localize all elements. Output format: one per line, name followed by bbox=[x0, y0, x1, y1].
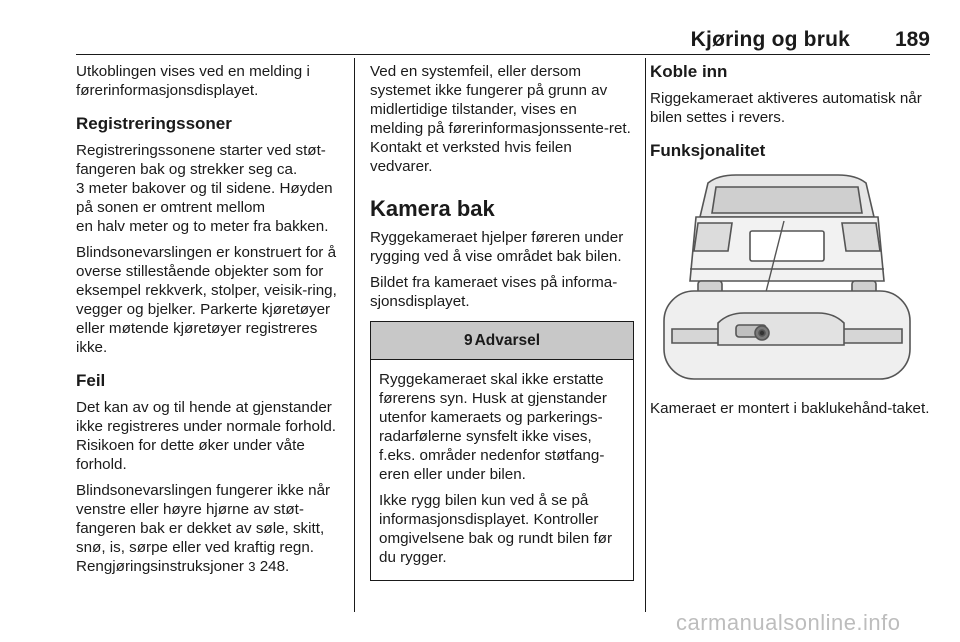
warning-header bbox=[371, 322, 633, 360]
zones-line-1: Registreringssonene starter ved støt-fangeren bak og strekker seg ca. bbox=[76, 142, 326, 178]
zones-paragraph bbox=[76, 141, 344, 236]
switch-on-heading: Koble inn bbox=[650, 62, 728, 81]
camera-heading: Kamera bak bbox=[370, 196, 495, 221]
cleaning-reference-text: Rengjøringsinstruksjoner bbox=[76, 558, 244, 575]
fault-heading: Feil bbox=[76, 371, 106, 390]
column-divider-1 bbox=[354, 58, 355, 612]
page-number: 189 bbox=[894, 28, 930, 51]
switch-on-paragraph: Riggekameraet aktiveres automatisk når bilen settes i revers. bbox=[650, 90, 922, 126]
car-rear-icon bbox=[690, 175, 884, 307]
watermark-text: carmanualsonline.info bbox=[676, 610, 901, 635]
warning-triangle-icon: 9 bbox=[463, 332, 473, 349]
column-divider-2 bbox=[645, 58, 646, 612]
warning-paragraph-2: Ikke rygg bilen kun ved å se på informasjonsdisplayet. Kontroller omgivelsene bak og rundt bilen før du rygger. bbox=[379, 492, 613, 566]
reference-arrow-icon: 3 bbox=[248, 559, 256, 574]
fault-paragraph-1: Det kan av og til hende at gjenstander ikke registreres under normale forhold. Risikoen for dette øker under våte forhold. bbox=[76, 399, 336, 473]
column-2 bbox=[370, 62, 634, 581]
camera-paragraph-1: Ryggekameraet hjelper føreren under rygging ved å vise området bak bilen. bbox=[370, 229, 624, 265]
header-rule bbox=[76, 54, 930, 55]
camera-paragraph-2: Bildet fra kameraet vises på informa-sjonsdisplayet. bbox=[370, 274, 618, 310]
warning-title: Advarsel bbox=[474, 332, 541, 349]
cleaning-reference[interactable] bbox=[76, 558, 289, 575]
cleaning-reference-page: 248. bbox=[259, 558, 290, 575]
warning-box bbox=[370, 321, 634, 581]
fault-paragraph-2 bbox=[76, 481, 344, 576]
zones-line-2: 3 meter bakover og til sidene. Høyden på sonen er omtrent mellom bbox=[76, 180, 333, 216]
function-heading: Funksjonalitet bbox=[650, 141, 766, 160]
fault-text-2: Blindsonevarslingen fungerer ikke når venstre eller høyre hjørne av støt-fangeren bak er dekket av søle, skitt, snø, is, sørpe eller ved kraftig regn. bbox=[76, 482, 331, 556]
camera-closeup-icon bbox=[664, 291, 910, 379]
intro-paragraph: Utkoblingen vises ved en melding i førerinformasjonsdisplayet. bbox=[76, 63, 310, 99]
zones-line-3: en halv meter og to meter fra bakken. bbox=[76, 218, 329, 235]
blindspot-paragraph: Blindsonevarslingen er konstruert for å overse stillestående objekter som for eksempel rekkverk, stolper, veisik-ring, vegger og bjelker. Parkerte kjøretøyer eller møtende kjøretøyer registreres ikke. bbox=[76, 244, 337, 356]
camera-caption: Kameraet er montert i baklukehånd-taket. bbox=[650, 400, 930, 417]
zones-heading: Registreringssoner bbox=[76, 114, 232, 133]
warning-body bbox=[371, 360, 633, 580]
rear-camera-illustration bbox=[658, 173, 916, 385]
column-1 bbox=[76, 62, 344, 576]
column-3 bbox=[650, 62, 932, 425]
page-header-title: Kjøring og bruk bbox=[690, 28, 850, 51]
warning-paragraph-1: Ryggekameraet skal ikke erstatte førerens syn. Husk at gjenstander utenfor kameraets og parkerings-radarfølerne synsfelt ikke vises, f.eks. områder nedenfor støtfang-eren eller under bilen. bbox=[379, 371, 607, 483]
system-error-paragraph: Ved en systemfeil, eller dersom systemet ikke fungerer på grunn av midlertidige tilstander, vises en melding på førerinformasjonssente-ret. Kontakt et verksted hvis feilen vedvarer. bbox=[370, 63, 631, 175]
